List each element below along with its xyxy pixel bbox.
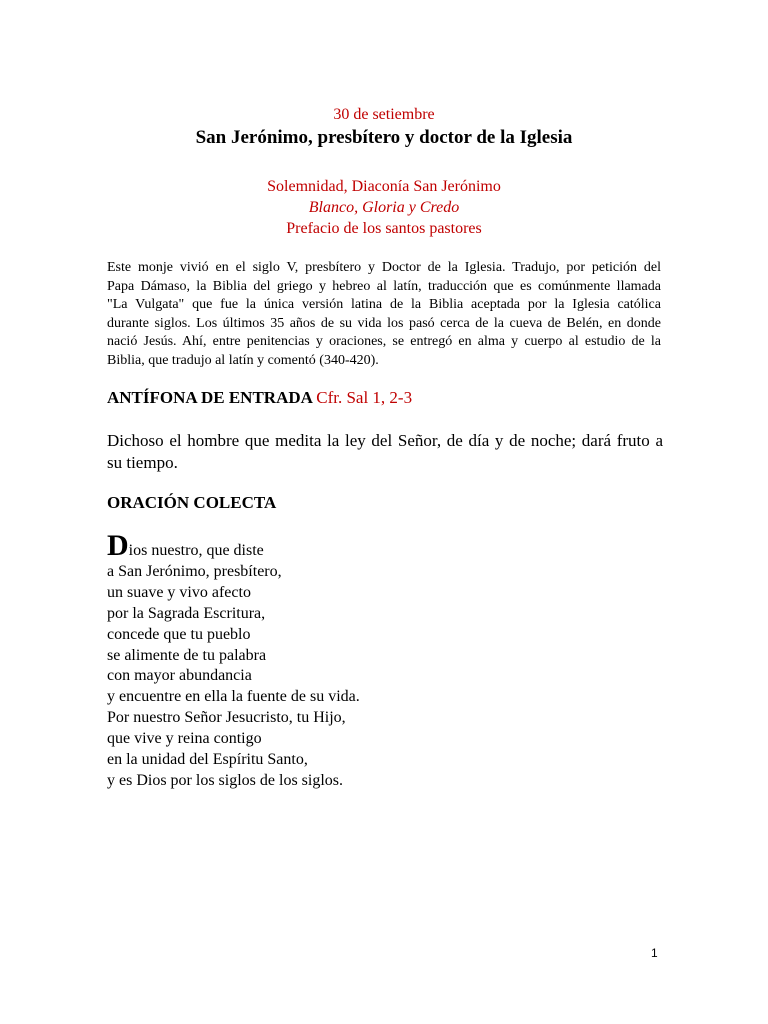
prayer-line: concede que tu pueblo (107, 625, 251, 643)
biography-line: Biblia, que tradujo al latín y comentó (340-420). (107, 352, 379, 368)
collect-heading: ORACIÓN COLECTA (107, 493, 277, 512)
biography-line: Este monje vivió en el siglo V, presbítero y Doctor de la Iglesia. Tradujo, por petición del (107, 260, 661, 275)
prayer-line: por la Sagrada Escritura, (107, 604, 266, 622)
page-number: 1 (651, 946, 658, 960)
biography-line: "La Vulgata" que fue la única versión latina de la Biblia aceptada por la Iglesia católica (107, 297, 661, 313)
biography-line: durante siglos. Los últimos 35 años de su vida los pasó cerca de la cueva de Belén, en donde (107, 315, 661, 331)
prayer-line: y es Dios por los siglos de los siglos. (107, 771, 344, 789)
prayer-first-line-text: ios nuestro, que diste (128, 542, 264, 559)
prayer-line: en la unidad del Espíritu Santo, (107, 751, 308, 769)
entrance-antiphon-text (107, 430, 663, 474)
feast-title: San Jerónimo, presbítero y doctor de la Iglesia (195, 127, 573, 148)
rubric-preface: Prefacio de los santos pastores (286, 220, 482, 237)
biography-line: nació Jesús. Ahí, entre penitencias y oraciones, se entregó en alma y cuerpo al estudio de la (107, 334, 661, 350)
biography-line: Papa Dámaso, la Biblia del griego y hebreo al latín, traducción que es comúnmente llamada (107, 278, 661, 294)
prayer-line: un suave y vivo afecto (107, 583, 251, 601)
collect-prayer (107, 529, 360, 792)
prayer-line: a San Jerónimo, presbítero, (107, 562, 282, 580)
antiphon-line: Dichoso el hombre que medita la ley del Señor, de día y de noche; dará fruto a (107, 431, 663, 450)
rubric-colors: Blanco, Gloria y Credo (308, 199, 460, 216)
prayer-line: con mayor abundancia (107, 667, 252, 685)
prayer-line: que vive y reina contigo (107, 730, 262, 748)
rubric-rank: Solemnidad, Diaconía San Jerónimo (267, 178, 501, 195)
prayer-line: Por nuestro Señor Jesucristo, tu Hijo, (107, 709, 346, 727)
feast-date: 30 de setiembre (333, 106, 435, 123)
drop-cap-initial: D (107, 529, 129, 562)
entrance-antiphon-title: ANTÍFONA DE ENTRADA (107, 388, 312, 407)
prayer-first-line (107, 529, 360, 562)
liturgical-rubrics (0, 176, 768, 239)
entrance-antiphon-reference: Cfr. Sal 1, 2-3 (316, 388, 413, 407)
saint-biography (107, 259, 661, 371)
entrance-antiphon-heading (107, 387, 412, 409)
prayer-line: se alimente de tu palabra (107, 646, 267, 664)
antiphon-line: su tiempo. (107, 453, 178, 472)
prayer-line: y encuentre en ella la fuente de su vida. (107, 688, 360, 706)
